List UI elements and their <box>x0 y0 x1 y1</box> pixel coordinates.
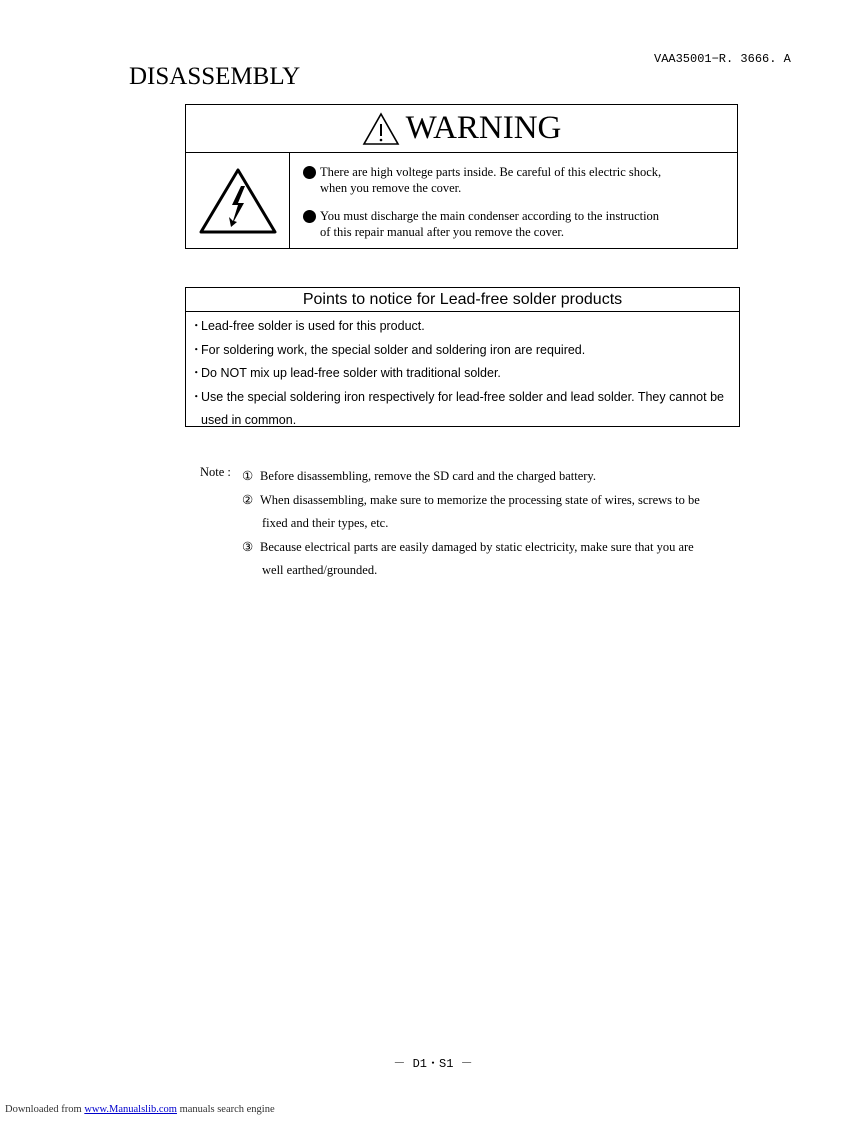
bullet: ・ <box>190 366 203 380</box>
list-item-text: For soldering work, the special solder and soldering iron are required. <box>201 342 586 357</box>
note-item <box>200 536 740 583</box>
list-item <box>190 386 731 433</box>
bullet-dot-icon <box>303 210 316 223</box>
list-item-text: Do NOT mix up lead-free solder with traditional solder. <box>201 366 501 380</box>
note-text-continued: fixed and their types, etc. <box>262 516 389 530</box>
warning-item-line: of this repair manual after you remove the cover. <box>320 225 565 239</box>
lead-free-title: Points to notice for Lead-free solder products <box>186 288 739 312</box>
lead-free-list <box>186 312 739 433</box>
warning-item-line: when you remove the cover. <box>320 181 462 195</box>
notes-label: Note : <box>200 465 231 479</box>
download-prefix: Downloaded from <box>5 1104 82 1115</box>
warning-item-line: You must discharge the main condenser according to the instruction <box>320 209 660 223</box>
high-voltage-icon <box>198 166 278 236</box>
list-item <box>190 339 731 363</box>
note-text: Because electrical parts are easily damaged by static electricity, make sure that you are <box>260 539 694 554</box>
warning-header <box>186 105 737 153</box>
warning-item <box>302 208 732 240</box>
warning-item <box>302 164 732 196</box>
warning-symbol-cell <box>186 153 290 248</box>
note-item <box>200 465 740 489</box>
warning-list <box>302 164 732 252</box>
note-number: ② <box>242 492 254 507</box>
note-item <box>200 489 740 536</box>
manualslib-link[interactable]: www.Manualslib.com <box>84 1104 177 1115</box>
download-footer <box>5 1104 275 1115</box>
warning-box <box>185 104 738 249</box>
page-title: DISASSEMBLY <box>129 63 301 90</box>
bullet-dot-icon <box>303 166 316 179</box>
note-number: ① <box>242 469 254 483</box>
download-suffix: manuals search engine <box>179 1104 275 1115</box>
notes-section <box>200 465 740 583</box>
page-number: － D1・S1 － <box>393 1057 473 1071</box>
document-code: VAA35001−R. 3666. A <box>654 52 791 66</box>
bullet: ・ <box>190 389 203 404</box>
note-text-continued: well earthed/grounded. <box>262 563 378 577</box>
list-item <box>190 362 731 386</box>
bullet: ・ <box>190 342 203 357</box>
list-item <box>190 315 731 339</box>
warning-triangle-icon <box>362 112 400 146</box>
bullet: ・ <box>190 319 203 333</box>
note-number: ③ <box>242 539 254 554</box>
lead-free-notice-box <box>185 287 740 427</box>
note-text: Before disassembling, remove the SD card and the charged battery. <box>260 469 596 483</box>
warning-item-line: There are high voltege parts inside. Be careful of this electric shock, <box>320 165 662 179</box>
list-item-text: Lead-free solder is used for this product. <box>201 319 425 333</box>
list-item-text: Use the special soldering iron respectively for lead-free solder and lead solder. They cannot be used in common. <box>201 389 724 427</box>
note-text: When disassembling, make sure to memorize the processing state of wires, screws to be <box>260 492 700 507</box>
warning-title: WARNING <box>405 110 562 146</box>
